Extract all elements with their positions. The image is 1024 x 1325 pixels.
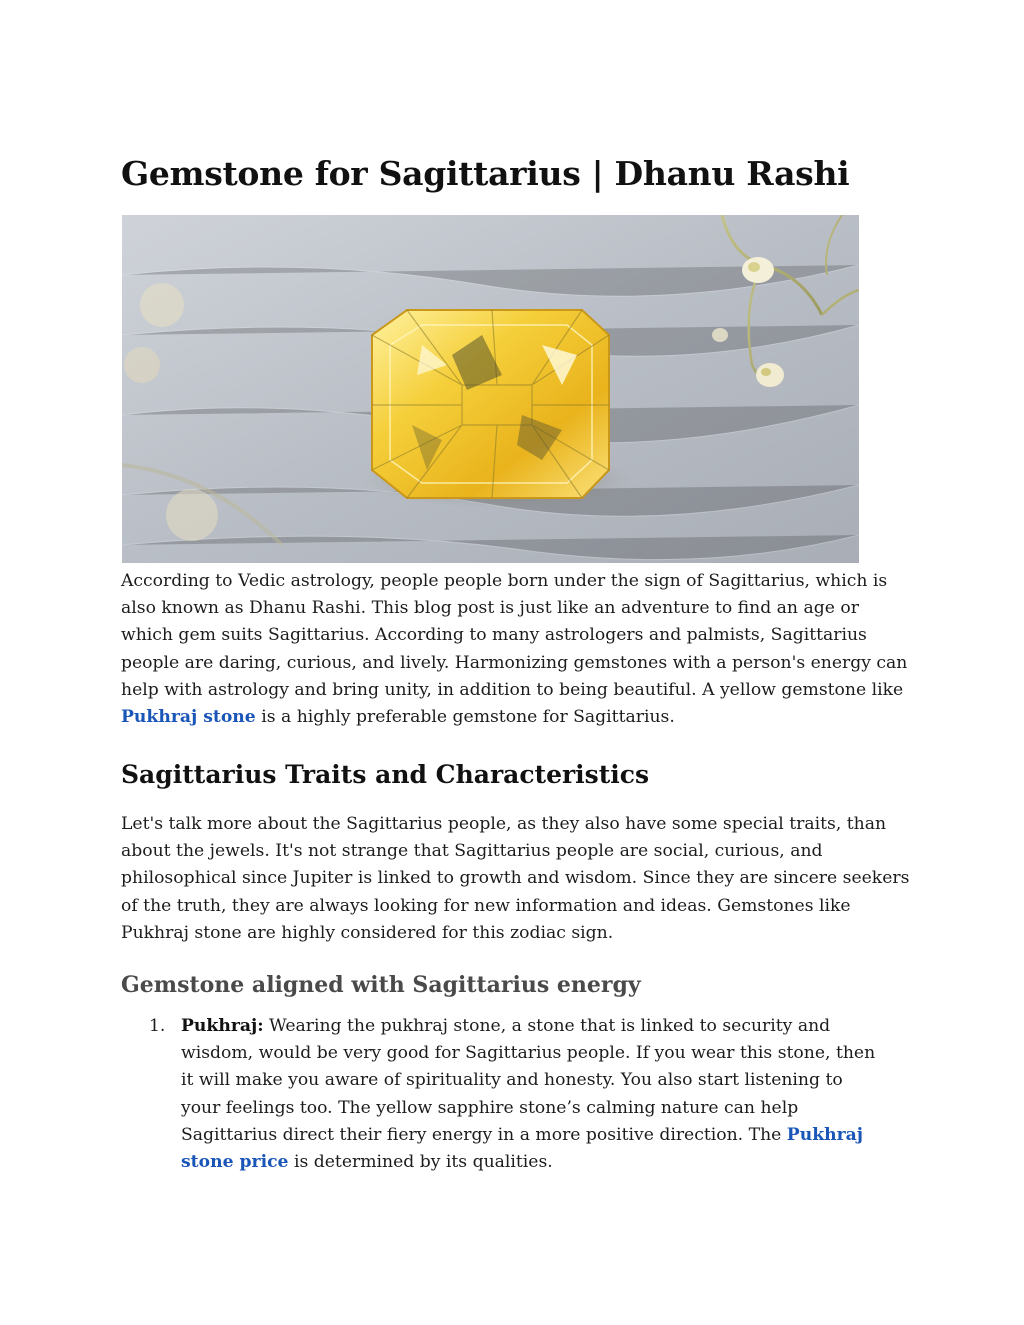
pukhraj-stone-link[interactable]: Pukhraj stone [121,707,256,728]
intro-paragraph [121,568,911,731]
yellow-sapphire-photo [122,215,859,563]
intro-text-start: According to Vedic astrology, people people born under the sign of Sagittarius, which is also known as Dhanu Rashi. This blog post is just like an adventure to find an age or which gem suits Sagittarius. According to many astrologers and palmists, Sagittarius people are daring, curious, and lively. Harmonizing gemstones with a person's energy can help with astrology and bring unity, in addition to being beautiful. A yellow gemstone like [121,571,908,700]
aligned-heading: Gemstone aligned with Sagittarius energy [121,972,641,998]
list-number: 1. [149,1016,166,1036]
traits-heading: Sagittarius Traits and Characteristics [121,760,650,789]
traits-paragraph: Let's talk more about the Sagittarius people, as they also have some special traits, than about the jewels. It's not strange that Sagittarius people are social, curious, and philosophical since Jupiter is linked to growth and wisdom. Since they are sincere seekers of the truth, they are always looking for new information and ideas. Gemstones like Pukhraj stone are highly considered for this zodiac sign. [121,814,910,943]
pukhraj-stone-price-link[interactable]: Pukhraj stone price [181,1124,864,1173]
list-item-text-end: is determined by its qualities. [288,1152,553,1173]
list-item-term: Pukhraj: [181,1016,264,1036]
intro-text-end: is a highly preferable gemstone for Sagittarius. [255,707,675,728]
hero-image [122,215,859,563]
list-item-text-start: Wearing the pukhraj stone, a stone that is linked to security and wisdom, would be very good for Sagittarius people. If you wear this stone, then it will make you aware of spirituality and honesty. You also start listening to your feelings too. The yellow sapphire stone’s calming nature can help Sagittarius direct their fiery energy in a more positive direction. The [181,1016,876,1145]
gemstone-list [121,1013,911,1176]
list-item [121,1013,886,1176]
page-title: Gemstone for Sagittarius | Dhanu Rashi [121,154,850,193]
